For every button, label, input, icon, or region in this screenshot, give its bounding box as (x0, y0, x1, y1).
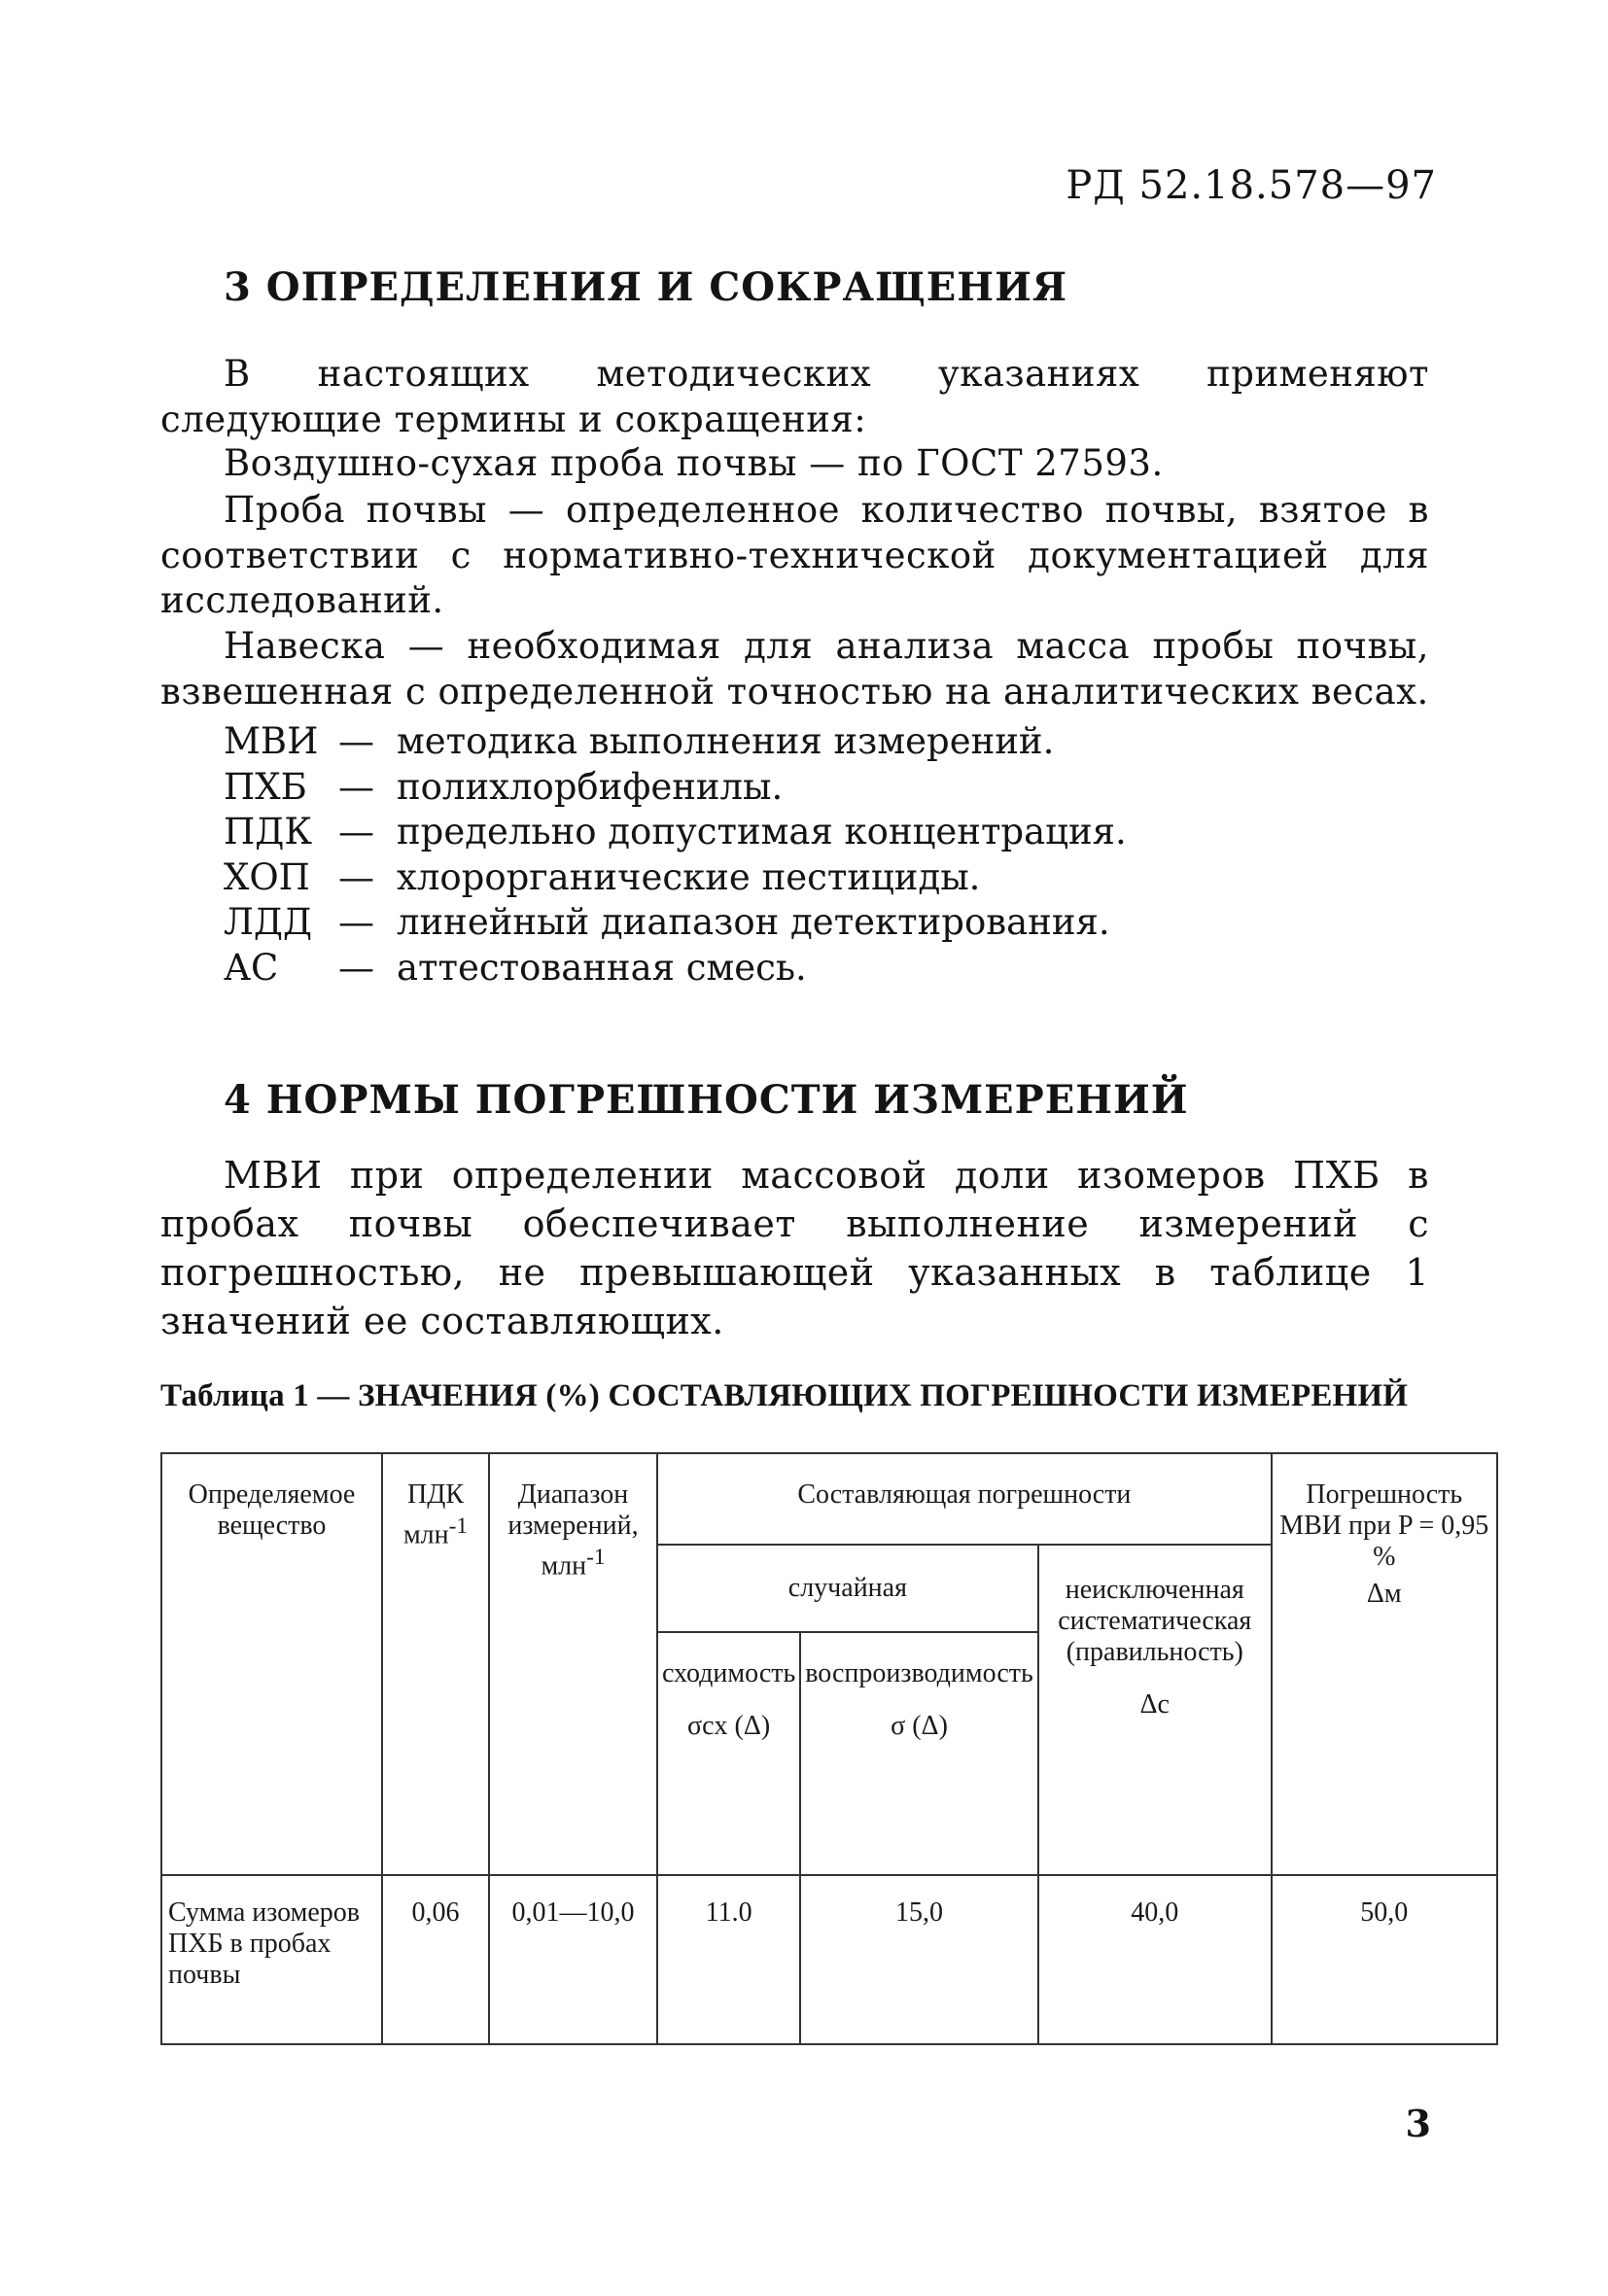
header-mvi-error-text: Погрешность МВИ при P = 0,95 % (1279, 1479, 1489, 1572)
abbreviation-definition: линейный диапазон детектирования. (397, 901, 1110, 943)
cell-reproducibility: 15,0 (800, 1875, 1038, 2044)
header-error-component: Составляющая погрешности (657, 1453, 1272, 1545)
abbreviation-term: МВИ (224, 720, 319, 762)
header-pdk-exponent: -1 (448, 1513, 469, 1539)
abbreviation-dash: — (338, 811, 374, 852)
header-systematic-symbol: Δc (1139, 1689, 1170, 1720)
cell-repeatability: 11.0 (657, 1875, 800, 2044)
header-systematic (1038, 1545, 1272, 1875)
cell-substance: Сумма изомеров ПХБ в пробах почвы (161, 1875, 382, 2044)
page-number: 3 (1405, 2102, 1431, 2145)
abbreviation-dash: — (338, 946, 374, 989)
header-range-exponent: -1 (586, 1545, 606, 1570)
section-4-text (160, 1151, 1429, 1345)
abbreviation-item (224, 765, 1127, 811)
abbreviation-definition: предельно допустимая концентрация. (397, 811, 1127, 852)
abbreviation-term: АС (224, 946, 279, 989)
abbreviation-term: ЛДД (224, 901, 313, 943)
header-repeatability-symbol: σcx (Δ) (687, 1711, 771, 1741)
table-caption-label: Таблица 1 — (160, 1378, 350, 1413)
error-components-table (160, 1452, 1498, 2045)
abbreviation-definition: полихлорбифенилы. (397, 765, 784, 808)
header-range-text: Диапазон измерений, млн (507, 1479, 639, 1582)
table-caption (160, 1378, 1408, 1414)
table-row (161, 1875, 1497, 2044)
abbreviation-item (224, 719, 1127, 765)
header-mvi-error (1272, 1453, 1497, 1875)
abbreviation-item (224, 946, 1127, 991)
abbreviation-item (224, 855, 1127, 901)
definition-soil-sample (160, 488, 1429, 624)
document-code: РД 52.18.578—97 (1066, 163, 1437, 208)
abbreviation-list (224, 719, 1127, 991)
header-pdk (382, 1453, 489, 1875)
abbreviation-definition: методика выполнения измерений. (397, 720, 1055, 762)
table-caption-title: ЗНАЧЕНИЯ (%) СОСТАВЛЯЮЩИХ ПОГРЕШНОСТИ ИЗМЕРЕНИЙ (358, 1378, 1409, 1413)
abbreviation-dash: — (338, 720, 374, 762)
intro-text: В настоящих методических указаниях применяют следующие термины и сокращения: (160, 353, 1429, 440)
section-4-heading: 4 НОРМЫ ПОГРЕШНОСТИ ИЗМЕРЕНИЙ (224, 1077, 1189, 1123)
abbreviation-dash: — (338, 765, 374, 808)
section-3-intro (160, 352, 1429, 442)
header-substance: Определяемое вещество (161, 1453, 382, 1875)
header-random: случайная (657, 1545, 1038, 1632)
header-repeatability-text: сходимость (662, 1658, 796, 1688)
abbreviation-term: ПХБ (224, 765, 307, 808)
cell-mvi-error: 50,0 (1272, 1875, 1497, 2044)
cell-range: 0,01—10,0 (489, 1875, 657, 2044)
header-systematic-text: неисключенная систематическая (правильность) (1058, 1575, 1252, 1667)
abbreviation-dash: — (338, 855, 374, 898)
cell-systematic: 40,0 (1038, 1875, 1272, 2044)
header-mvi-error-symbol: Δм (1366, 1579, 1402, 1609)
section-4-body: МВИ при определении массовой доли изомеров ПХБ в пробах почвы обеспечивает выполнение измерений с погрешностью, не превышающей указанных в таблице 1 значений ее составляющих. (160, 1154, 1429, 1342)
cell-pdk: 0,06 (382, 1875, 489, 2044)
header-repeatability (657, 1632, 800, 1875)
section-3-heading: 3 ОПРЕДЕЛЕНИЯ И СОКРАЩЕНИЯ (224, 264, 1068, 310)
abbreviation-term: ХОП (224, 855, 310, 898)
abbreviation-dash: — (338, 901, 374, 943)
abbreviation-item (224, 810, 1127, 855)
header-reproducibility-text: воспроизводимость (805, 1658, 1033, 1688)
abbreviation-term: ПДК (224, 811, 312, 852)
header-pdk-text: ПДК млн (402, 1479, 464, 1550)
abbreviation-item (224, 900, 1127, 946)
abbreviation-definition: хлорорганические пестициды. (397, 855, 981, 898)
header-reproducibility-symbol: σ (Δ) (891, 1711, 948, 1741)
header-range (489, 1453, 657, 1875)
definition-weighed-portion-text: Навеска — необходимая для анализа масса пробы почвы, взвешенная с определенной точностью на аналитических весах. (160, 625, 1429, 713)
definition-weighed-portion (160, 624, 1429, 714)
definition-soil-sample-text: Проба почвы — определенное количество почвы, взятое в соответствии с нормативно-технической документацией для исследований. (160, 489, 1429, 621)
table-header-row (161, 1453, 1497, 1545)
header-reproducibility (800, 1632, 1038, 1875)
definition-air-dry-sample: Воздушно-сухая проба почвы — по ГОСТ 27593. (224, 442, 1164, 484)
abbreviation-definition: аттестованная смесь. (397, 946, 807, 989)
